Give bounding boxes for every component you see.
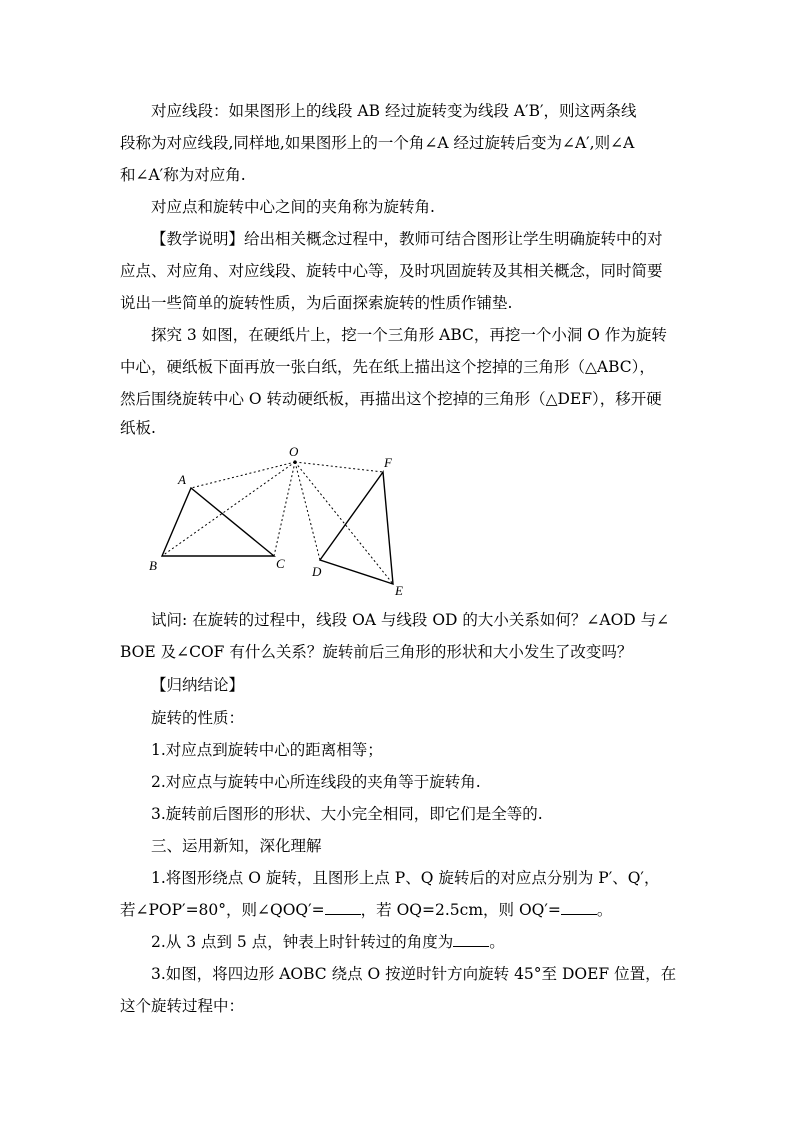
text-line: 然后围绕旋转中心 O 转动硬纸板，再描出这个挖掉的三角形（△DEF），移开硬 (120, 390, 662, 408)
text-line: 对应线段：如果图形上的线段 AB 经过旋转变为线段 A′B′，则这两条线 (151, 102, 637, 120)
text-line: 【教学说明】给出相关概念过程中，教师可结合图形让学生明确旋转中的对 (151, 230, 663, 248)
triangle-abc (162, 488, 274, 556)
dashed-segment-of (295, 462, 383, 472)
exercise-2 (151, 926, 505, 959)
dashed-segment-oe (295, 462, 393, 584)
text-fragment: ，若 OQ=2.5cm，则 OQ′= (360, 901, 561, 919)
answer-blank[interactable] (453, 928, 489, 947)
heading-conclusion: 【归纳结论】 (151, 676, 245, 694)
dashed-segment-oa (191, 462, 295, 488)
section-heading-apply: 三、运用新知，深化理解 (151, 837, 322, 855)
dashed-segment-od (295, 462, 320, 560)
text-line: 1.将图形绕点 O 旋转，且图形上点 P、Q 旋转后的对应点分别为 P′、Q′， (151, 869, 660, 887)
property-1: 1.对应点到旋转中心的距离相等； (151, 741, 383, 759)
label-o: O (289, 444, 299, 459)
text-fragment: 。 (489, 933, 505, 951)
text-line: 应点、对应角、对应线段、旋转中心等，及时巩固旋转及其相关概念，同时简要 (120, 262, 663, 280)
triangle-def (320, 472, 393, 584)
answer-blank[interactable] (561, 896, 597, 915)
text-line: 和∠A′称为对应角. (120, 166, 246, 184)
text-line: 试问: 在旋转的过程中，线段 OA 与线段 OD 的大小关系如何？∠AOD 与∠ (151, 611, 670, 629)
property-3: 3.旋转前后图形的形状、大小完全相同，即它们是全等的. (151, 805, 543, 823)
rotation-figure (140, 440, 420, 600)
text-line (120, 894, 612, 927)
label-e: E (395, 583, 403, 598)
text-line: 中心，硬纸板下面再放一张白纸，先在纸上描出这个挖掉的三角形（△ABC）， (120, 358, 655, 376)
label-d: D (312, 564, 322, 579)
label-b: B (149, 558, 157, 573)
text-fragment: 。 (596, 901, 613, 919)
text-line: 3.如图，将四边形 AOBC 绕点 O 按逆时针方向旋转 45°至 DOEF 位置，在 (151, 965, 677, 983)
rotation-properties-title: 旋转的性质： (151, 709, 245, 727)
paragraph-rotation-angle: 对应点和旋转中心之间的夹角称为旋转角. (151, 198, 435, 216)
label-f: F (384, 455, 392, 470)
text-fragment: 2.从 3 点到 5 点，钟表上时针转过的角度为 (151, 933, 454, 951)
label-a: A (178, 472, 186, 487)
text-line: BOE 及∠COF 有什么关系？旋转前后三角形的形状和大小发生了改变吗？ (120, 643, 633, 661)
text-line: 说出一些简单的旋转性质，为后面探索旋转的性质作铺垫. (120, 294, 513, 312)
point-o (293, 460, 296, 463)
label-c: C (276, 556, 285, 571)
text-line: 纸板. (120, 419, 156, 437)
text-fragment: 若∠POP′=80°，则∠QOQ′= (120, 901, 325, 919)
dashed-segment-oc (274, 462, 295, 556)
text-line: 段称为对应线段,同样地,如果图形上的一个角∠A 经过旋转后变为∠A′,则∠A (120, 134, 635, 152)
property-2: 2.对应点与旋转中心所连线段的夹角等于旋转角. (151, 773, 481, 791)
text-line: 这个旋转过程中： (120, 997, 245, 1015)
text-line: 探究 3 如图，在硬纸片上，挖一个三角形 ABC，再挖一个小洞 O 作为旋转 (151, 326, 667, 344)
answer-blank[interactable] (325, 896, 361, 915)
